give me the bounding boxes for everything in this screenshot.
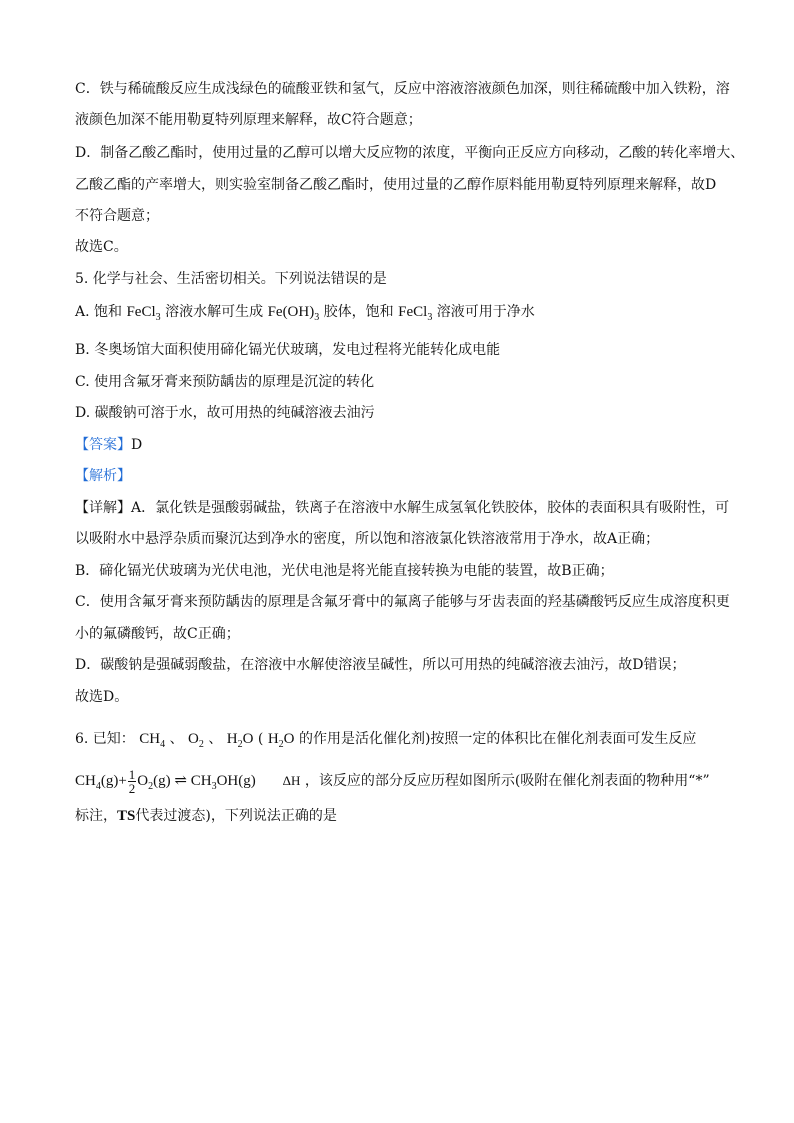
subscript: 3 [427,312,433,323]
equilibrium-arrow-icon: ⇌ [174,773,187,789]
answer-select-line-2: 故选D。 [75,689,129,705]
separator: 、 [169,731,184,747]
question-6-line-2-equation [75,766,710,802]
formula-text: FeCl [398,304,428,320]
analysis-line [75,467,131,485]
formula-text: O [242,731,254,747]
detail-line-5: 小的氟磷酸钙，故C正确； [75,626,240,642]
reaction-equation [75,767,256,797]
answer-select-line: 故选C。 [75,239,128,255]
option-c-line-1: C．铁与稀硫酸反应生成浅绿色的硫酸亚铁和氢气，反应中溶液溶液颜色加深，则往稀硫酸中加入铁粉，溶 [75,81,730,97]
detail-line-4: C．使用含氟牙膏来预防龋齿的原理是含氟牙膏中的氟离子能够与牙齿表面的羟基磷酸钙反应生成溶度积更 [75,594,730,610]
formula-text: Fe(OH) [267,304,315,320]
formula-ch4 [139,731,166,750]
delta-h: ΔH [282,773,301,788]
question-5-option-c: C. 使用含氟牙膏来预防龋齿的原理是沉淀的转化 [75,374,375,390]
q6-line3-suffix: 代表过渡态)，下列说法正确的是 [135,808,337,824]
option-d-line-2: 乙酸乙酯的产率增大，则实验室制备乙酸乙酯时，使用过量的乙醇作原料能用勒夏特列原理来解释，故D [75,177,717,193]
formula-o2 [188,731,204,750]
q6-prefix: 6. 已知： [75,731,135,747]
q6-line2-suffix: ，该反应的部分反应历程如图所示(吸附在催化剂表面的物种用“*” [304,773,710,789]
question-6-line-1 [75,730,696,754]
option-d-line-1: D．制备乙酸乙酯时，使用过量的乙醇可以增大反应物的浓度，平衡向正反应方向移动，乙酸的转化率增大、 [75,145,745,161]
option-a-middle-2: 胶体，饱和 [323,304,394,320]
detail-line-6: D．碳酸钠是强碱弱酸盐，在溶液中水解使溶液呈碱性，所以可用热的纯碱溶液去油污，故D错误； [75,657,686,673]
formula-fecl3 [126,304,161,323]
subscript: 4 [95,781,101,792]
detail-line-3: B．碲化镉光伏玻璃为光伏电池，光伏电池是将光能直接转换为电能的装置，故B正确； [75,563,614,579]
question-5-option-b: B. 冬奥场馆大面积使用碲化镉光伏玻璃，发电过程将光能转化成电能 [75,342,501,358]
fraction-numerator: 1 [128,767,136,783]
subscript: 2 [148,781,154,792]
subscript: 3 [155,312,161,323]
formula-text: CH [75,773,96,789]
fraction-denominator: 2 [128,781,136,797]
answer-line [75,436,142,454]
detail-line-2: 以吸附水中悬浮杂质而聚沉达到净水的密度，所以饱和溶液氯化铁溶液常用于净水，故A正确； [75,531,660,547]
formula-text: H [267,731,279,747]
analysis-tag: 【解析】 [75,468,131,484]
q6-suffix: 的作用是活化催化剂)按照一定的体积比在催化剂表面可发生反应 [298,731,697,747]
option-a-suffix: 溶液可用于净水 [436,304,535,320]
formula-text: OH(g) [216,773,256,789]
formula-text: FeCl [126,304,156,320]
subscript: 2 [237,739,243,750]
formula-text: CH [190,773,212,789]
ts-label: TS [117,808,136,824]
q6-line3-prefix: 标注， [75,808,117,824]
fraction-one-half [128,768,137,795]
formula-text: H [226,731,238,747]
question-6-line-3 [75,807,337,825]
formula-text: O [137,773,149,789]
formula-fecl3-2 [398,304,433,323]
subscript: 3 [314,312,320,323]
formula-text: O [188,731,199,747]
subscript: 3 [211,781,217,792]
detail-line-1: 【详解】A．氯化铁是强酸弱碱盐，铁离子在溶液中水解生成氢氧化铁胶体，胶体的表面积具有吸附性，可 [75,500,730,516]
option-d-line-3: 不符合题意； [75,208,159,224]
answer-value: D [131,437,143,453]
subscript: 4 [160,739,166,750]
question-5-option-d: D. 碳酸钠可溶于水，故可用热的纯碱溶液去油污 [75,405,375,421]
option-a-middle-1: 溶液水解可生成 [165,304,264,320]
answer-tag: 【答案】 [75,437,131,453]
subscript: 2 [278,739,284,750]
formula-text: CH [139,731,161,747]
option-a-prefix: A. 饱和 [75,304,123,320]
separator: 、 [208,731,223,747]
formula-text: O [283,731,295,747]
formula-feoh3 [267,304,320,323]
paren-open: ( [257,731,264,747]
subscript: 2 [198,739,204,750]
formula-h2o [226,731,254,750]
formula-h2o-2 [267,731,295,750]
question-5-option-a [75,303,535,327]
option-c-line-2: 液颜色加深不能用勒夏特列原理来解释，故C符合题意； [75,112,422,128]
formula-text: (g)+ [100,773,127,789]
question-5-stem: 5. 化学与社会、生活密切相关。下列说法错误的是 [75,271,387,287]
formula-text: (g) [153,773,171,789]
